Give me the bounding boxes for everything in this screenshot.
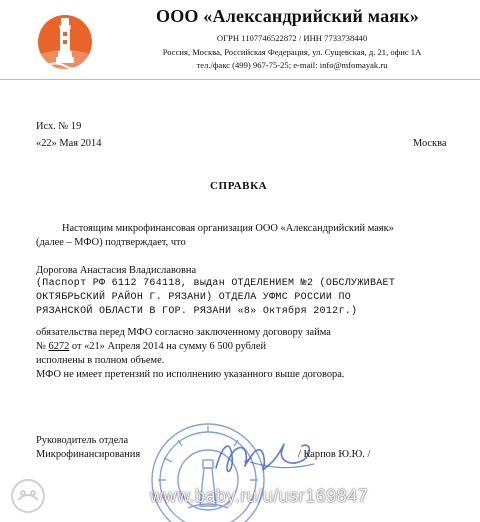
signatory-role-2: Микрофинансирования bbox=[36, 449, 141, 460]
intro-line-1: Настоящим микрофинансовая организация ООО «Александрийский маяк» bbox=[62, 223, 394, 234]
contacts-line: тел./факс (499) 967-75-25; e-mail: info@mfomayak.ru bbox=[196, 60, 388, 70]
outgoing-number: Исх. № 19 bbox=[36, 121, 82, 132]
obligation-line-1: обязательства перед МФО согласно заключенному договору займа bbox=[36, 327, 331, 338]
loan-line bbox=[36, 341, 266, 352]
document-title: СПРАВКА bbox=[210, 180, 268, 192]
loan-details: от «21» Апреля 2014 на сумму 6 500 рублей bbox=[69, 341, 267, 352]
watermark-url: www.baby.ru/u/usr169847 bbox=[150, 486, 369, 506]
document-city: Москва bbox=[413, 138, 447, 149]
signatory-role-1: Руководитель отдела bbox=[36, 435, 129, 446]
address-line: Россия, Москва, Российская Федерация, ул. Сущевская, д. 21, офис 1А bbox=[162, 47, 422, 57]
baby-watermark-icon bbox=[8, 476, 48, 516]
person-name: Дорогова Анастасия Владиславовна bbox=[36, 265, 197, 276]
signatory-name: / Карпов Ю.Ю. / bbox=[298, 449, 371, 460]
loan-prefix: № bbox=[36, 341, 49, 352]
passport-line-2: ОКТЯБРЬСКИЙ РАЙОН Г. РЯЗАНИ) ОТДЕЛА УФМС РОССИИ ПО bbox=[36, 292, 352, 303]
loan-number: 6272 bbox=[48, 341, 70, 352]
intro-line-2: (далее – МФО) подтверждает, что bbox=[36, 237, 186, 248]
company-name: ООО «Александрийский маяк» bbox=[156, 6, 420, 26]
header-divider bbox=[0, 79, 480, 80]
ogrn-inn-line: ОГРН 1107746522872 / ИНН 7733738440 bbox=[216, 33, 368, 43]
obligation-line-3: исполнены в полном объеме. bbox=[36, 355, 165, 366]
passport-line-1: (Паспорт РФ 6112 764118, выдан ОТДЕЛЕНИЕМ №2 (ОБСЛУЖИВАЕТ bbox=[36, 278, 396, 289]
lighthouse-logo bbox=[36, 6, 94, 78]
passport-line-3: РЯЗАНСКОЙ ОБЛАСТИ В ГОР. РЯЗАНИ «8» Октября 2012г.) bbox=[36, 306, 358, 317]
obligation-line-4: МФО не имеет претензий по исполнению указанного выше договора. bbox=[36, 369, 345, 380]
document-date: «22» Мая 2014 bbox=[36, 138, 102, 149]
